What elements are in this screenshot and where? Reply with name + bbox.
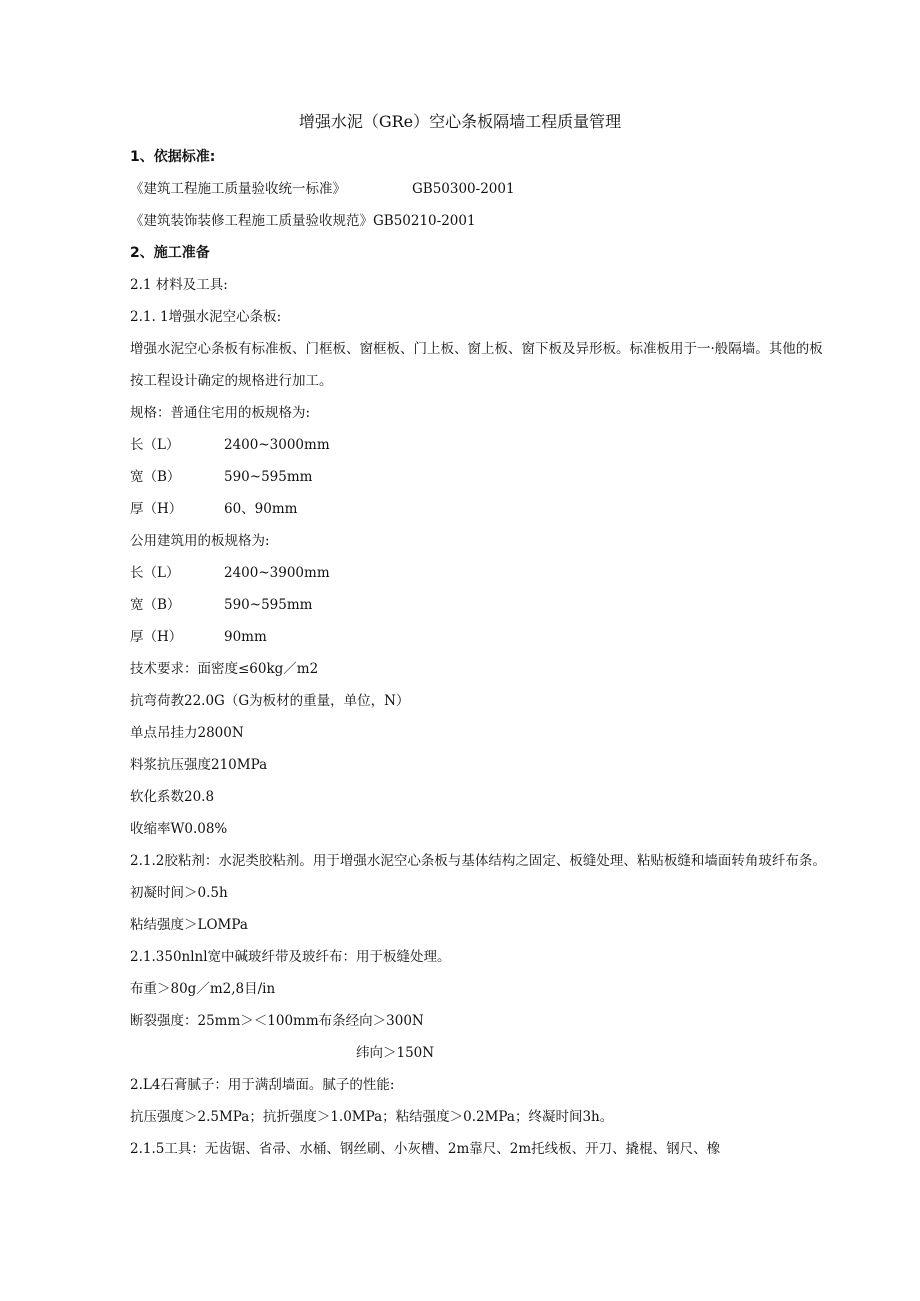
residential-spec-length xyxy=(130,429,830,461)
spec-key: 长（L） xyxy=(130,437,180,453)
standard-1-name: 《建筑工程施工质量验收统一标准》 xyxy=(130,181,346,197)
paragraph-panel-types: 增强水泥空心条板有标准板、门框板、窗框板、门上板、窗上板、窗下板及异形板。标准板用于一·般隔墙。其他的板按工程设计确定的规格进行加工。 xyxy=(130,341,823,389)
spec-value: 590~595mm xyxy=(224,469,313,485)
document-body xyxy=(130,141,830,1165)
spec-value: 60、90mm xyxy=(224,501,298,517)
glue-initial-set: 初凝时间＞0.5h xyxy=(130,885,228,901)
tech-req-hanging: 单点吊挂力2800N xyxy=(130,725,244,741)
spec-value: 2400~3900mm xyxy=(224,565,330,581)
spec-key: 长（L） xyxy=(130,565,180,581)
tech-req-compressive: 料浆抗压强度210MPa xyxy=(130,757,268,773)
tech-req-density: 技术要求：面密度≤60kg／m2 xyxy=(130,661,319,677)
tech-req-bending: 抗弯荷教22.0G（G为板材的重量，单位，N） xyxy=(130,693,410,709)
public-spec-width xyxy=(130,589,830,621)
standard-1 xyxy=(130,173,830,205)
public-spec-thickness xyxy=(130,621,830,653)
residential-spec-thickness xyxy=(130,493,830,525)
subsection-2-1-5: 2.1.5工具：无齿锯、省帚、水桶、钢丝刷、小灰槽、2m靠尺、2m托线板、开刀、撬棍、钢尺、橡 xyxy=(130,1141,721,1157)
glue-bond-strength: 粘结强度＞LOMPa xyxy=(130,917,248,933)
section-2-heading: 2、施工准备 xyxy=(130,245,210,261)
subsection-2-1-1: 2.1. 1增强水泥空心条板: xyxy=(130,309,282,325)
subsection-2-1: 2.1 材料及工具: xyxy=(130,277,228,293)
public-spec-title: 公用建筑用的板规格为: xyxy=(130,533,270,549)
fiber-weft: 纬向＞150N xyxy=(356,1045,435,1061)
fiber-weight: 布重＞80g／m2,8目/in xyxy=(130,981,276,997)
residential-spec-width xyxy=(130,461,830,493)
putty-properties: 抗压强度＞2.5MPa；抗折强度＞1.0MPa；粘结强度＞0.2MPa；终凝时间3h。 xyxy=(130,1109,614,1125)
spec-key: 宽（B） xyxy=(130,597,181,613)
tech-req-shrinkage: 收缩率W0.08% xyxy=(130,821,228,837)
fiber-break-strength: 断裂强度：25mm＞＜100mm布条经向＞300N xyxy=(130,1013,424,1029)
spec-key: 厚（H） xyxy=(130,501,183,517)
document-title: 增强水泥（GRe）空心条板隔墙工程质量管理 xyxy=(298,112,622,131)
subsection-2-1-2: 2.1.2胶粘剂：水泥类胶粘剂。用于增强水泥空心条板与基体结构之固定、板缝处理、粘贴板缝和墙面转角玻纤布条。 xyxy=(130,853,826,869)
spec-key: 厚（H） xyxy=(130,629,183,645)
spec-value: 2400~3000mm xyxy=(224,437,330,453)
residential-spec-title: 规格：普通住宅用的板规格为: xyxy=(130,405,311,421)
subsection-2-1-3: 2.1.350nlnl宽中碱玻纤带及玻纤布：用于板缝处理。 xyxy=(130,949,451,965)
standard-2: 《建筑装饰装修工程施工质量验收规范》GB50210-2001 xyxy=(130,213,476,229)
tech-req-softening: 软化系数20.8 xyxy=(130,789,215,805)
spec-key: 宽（B） xyxy=(130,469,181,485)
public-spec-length xyxy=(130,557,830,589)
spec-value: 90mm xyxy=(224,629,267,645)
spec-value: 590~595mm xyxy=(224,597,313,613)
section-1-heading: 1、依据标准: xyxy=(130,149,216,165)
subsection-2-1-4: 2.L4石膏腻子：用于满刮墙面。腻子的性能: xyxy=(130,1077,395,1093)
standard-1-code: GB50300-2001 xyxy=(412,181,515,197)
